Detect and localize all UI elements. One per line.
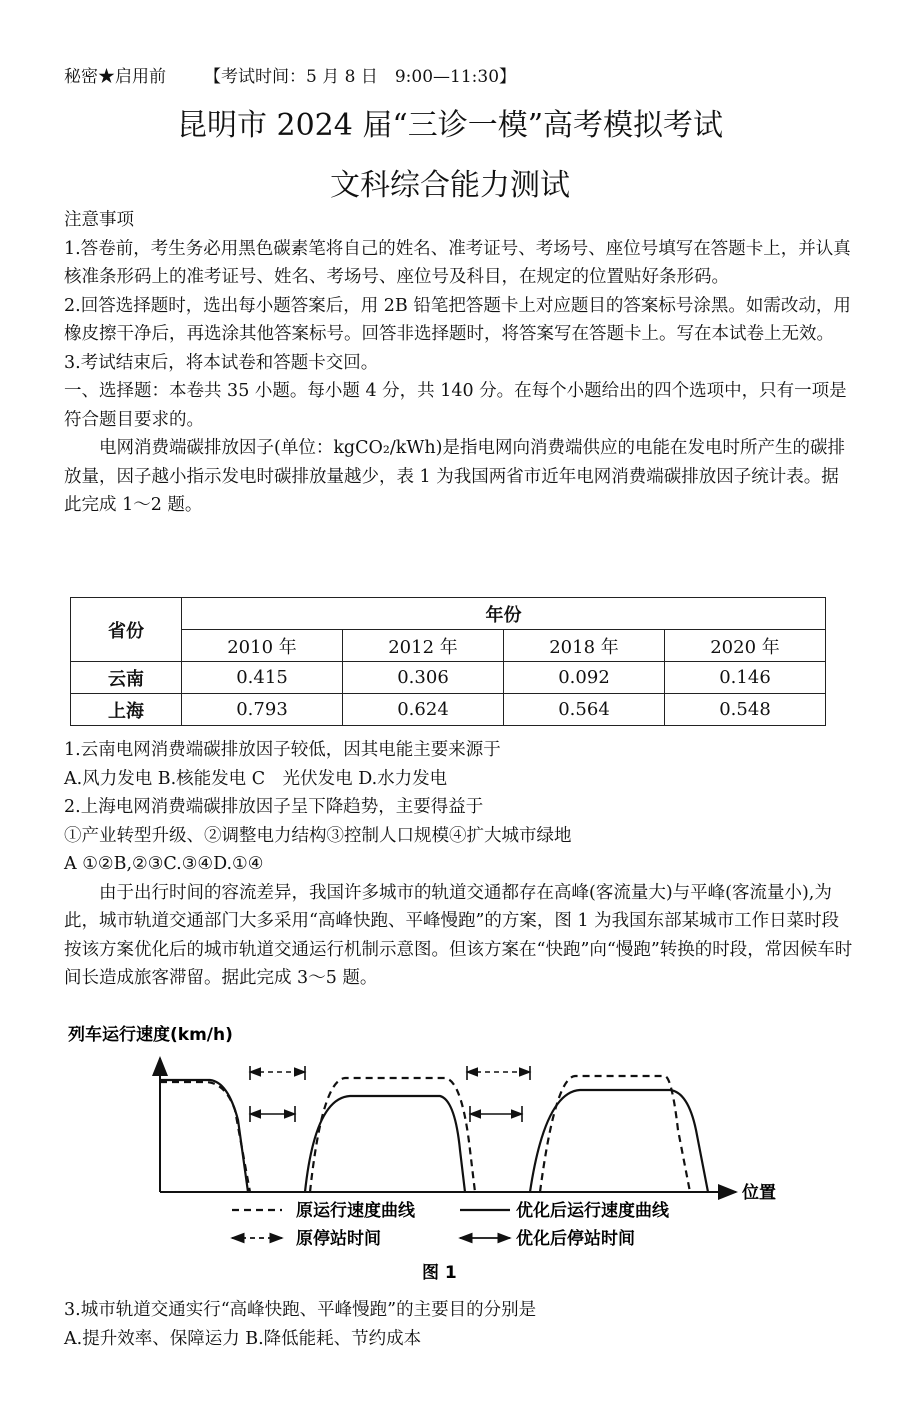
table-year-cell: 2020 年	[665, 630, 826, 662]
table-row-name: 云南	[71, 662, 182, 694]
q1-options: A.风力发电 B.核能发电 C 光伏发电 D.水力发电	[64, 768, 448, 789]
q1-stem: 1.云南电网消费端碳排放因子较低，因其电能主要来源于	[64, 740, 501, 760]
passage-2: 由于出行时间的容流差异，我国许多城市的轨道交通都存在高峰(客流量大)与平峰(客流量小),为此，城市轨道交通部门大多采用“高峰快跑、平峰慢跑”的方案，图 1 为我国东部某城市工作日菜时段按该方案优化后的城市轨道交通运行机制示意图。但该方案在“快跑”向“慢跑”转换的时段，常因候车时间长造成旅客滞留。据此完成 3～5 题。	[64, 882, 853, 988]
passage-1: 电网消费端碳排放因子(单位：kgCO₂/kWh)是指电网向消费端供应的电能在发电时所产生的碳排放量，因子越小指示发电时碳排放量越少，表 1 为我国两省市近年电网消费端碳排放因子统计表。据此完成 1～2 题。	[64, 438, 845, 515]
table-cell: 0.793	[182, 694, 343, 726]
note-item: 3.考试结束后，将本试卷和答题卡交回。	[64, 352, 379, 373]
figure-1	[60, 1020, 800, 1290]
figure-xlabel: 位置	[742, 1183, 776, 1203]
table-year-cell: 2010 年	[182, 630, 343, 662]
instructions-block	[64, 206, 854, 520]
table-row-name: 上海	[71, 694, 182, 726]
legend-original-speed: 原运行速度曲线	[296, 1201, 415, 1221]
table-cell: 0.415	[182, 662, 343, 694]
table-cell: 0.146	[665, 662, 826, 694]
notes-heading: 注意事项	[64, 210, 134, 230]
table-cell: 0.624	[343, 694, 504, 726]
q2-stem: 2.上海电网消费端碳排放因子呈下降趋势，主要得益于	[64, 797, 484, 817]
question-3	[64, 1296, 864, 1353]
table-row	[71, 662, 826, 694]
secret-label: 秘密★启用前	[64, 67, 166, 87]
table-header-province: 省份	[71, 598, 182, 662]
note-item: 2.回答选择题时，选出每小题答案后，用 2B 铅笔把答题卡上对应题目的答案标号涂黑。如需改动，用橡皮擦干净后，再选涂其他答案标号。回答非选择题时，将答案写在答题卡上。写在本试卷上无效。	[64, 295, 851, 344]
exam-title: 昆明市 2024 届“三诊一模”高考模拟考试	[176, 108, 724, 143]
table-cell: 0.306	[343, 662, 504, 694]
q2-options: A ①②B,②③C.③④D.①④	[64, 854, 264, 874]
table-cell: 0.564	[504, 694, 665, 726]
optimized-speed-curve	[160, 1080, 708, 1192]
q2-items: ①产业转型升级、②调整电力结构③控制人口规模④扩大城市绿地	[64, 825, 572, 846]
legend-original-stop: 原停站时间	[296, 1229, 381, 1249]
exam-subtitle: 文科综合能力测试	[330, 168, 570, 203]
figure-ylabel: 列车运行速度(km/h)	[68, 1025, 233, 1045]
section-heading: 一、选择题：本卷共 35 小题。每小题 4 分，共 140 分。在每个小题给出的四个选项中，只有一项是符合题目要求的。	[64, 381, 847, 430]
q3-stem: 3.城市轨道交通实行“高峰快跑、平峰慢跑”的主要目的分别是	[64, 1300, 537, 1320]
table-cell: 0.092	[504, 662, 665, 694]
q3-options: A.提升效率、保障运力 B.降低能耗、节约成本	[64, 1328, 422, 1349]
figure-caption: 图 1	[422, 1263, 457, 1283]
table-1	[70, 597, 826, 726]
legend-optimized-stop: 优化后停站时间	[516, 1229, 635, 1249]
table-year-cell: 2012 年	[343, 630, 504, 662]
note-item: 1.答卷前，考生务必用黑色碳素笔将自己的姓名、准考证号、考场号、座位号填写在答题卡上，并认真核准条形码上的准考证号、姓名、考场号、座位号及科目，在规定的位置贴好条形码。	[64, 238, 851, 287]
questions-1-2	[64, 736, 864, 993]
legend-optimized-speed: 优化后运行速度曲线	[516, 1201, 669, 1221]
table-header-year: 年份	[182, 598, 826, 630]
exam-time: 【考试时间：5 月 8 日 9:00—11:30】	[204, 67, 517, 87]
table-row	[71, 694, 826, 726]
header-line	[64, 62, 516, 87]
table-year-cell: 2018 年	[504, 630, 665, 662]
table-cell: 0.548	[665, 694, 826, 726]
